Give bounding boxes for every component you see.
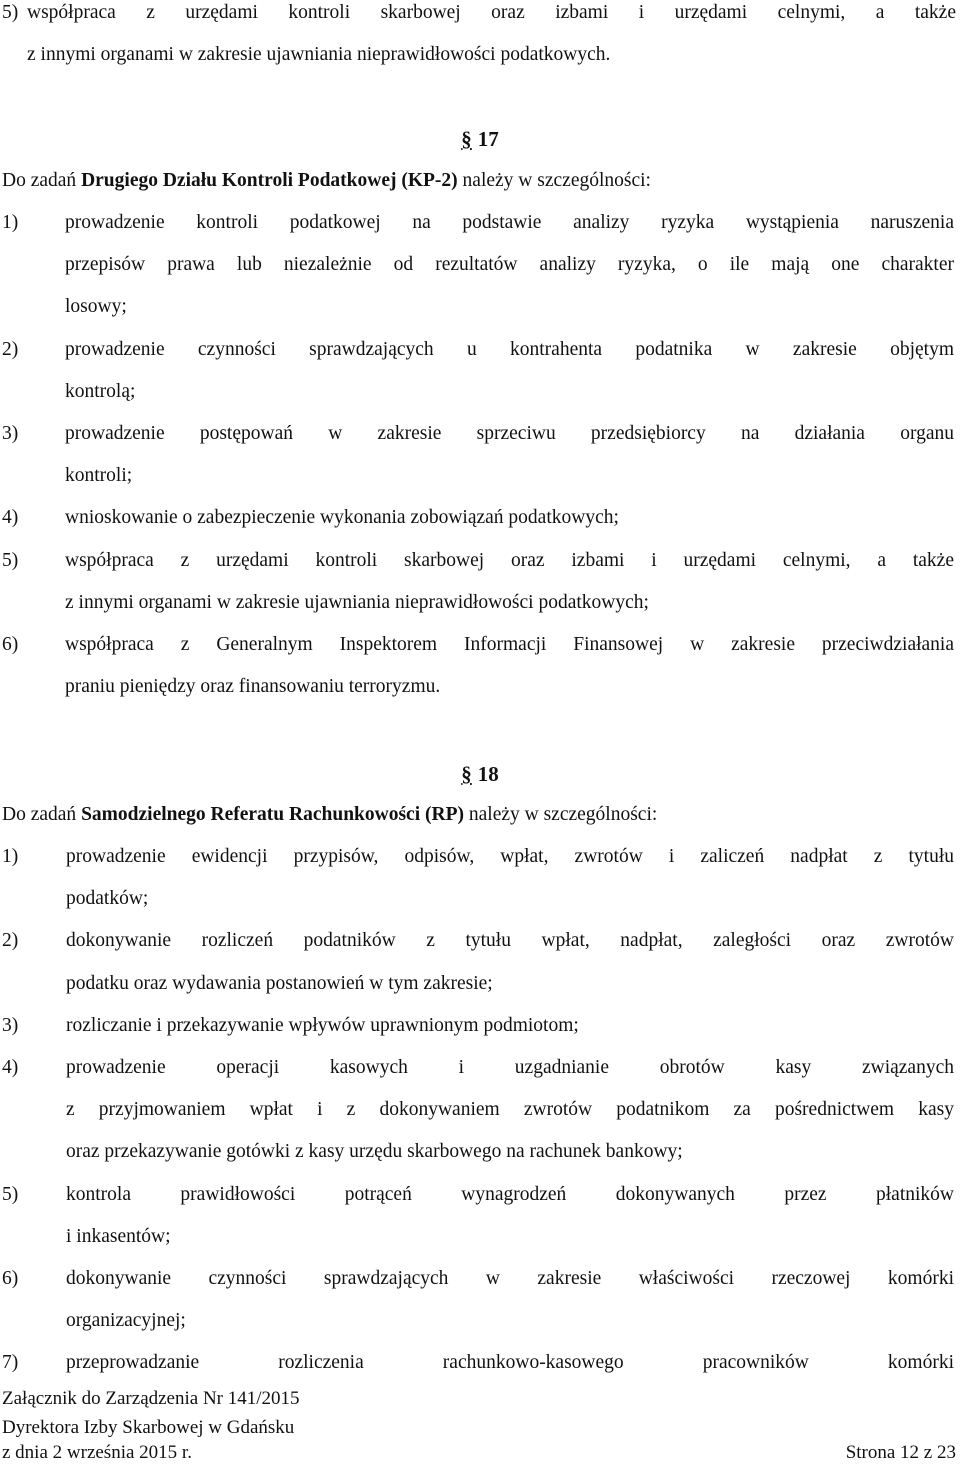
section-heading-18 (0, 762, 960, 787)
section-intro: Do zadań Drugiego Działu Kontroli Podatkowej (KP-2) należy w szczególności: (2, 170, 651, 191)
item-number: 5) (2, 1183, 19, 1205)
item-number: 2) (2, 930, 19, 952)
section-intro: Do zadań Samodzielnego Referatu Rachunkowości (RP) należy w szczególności: (2, 804, 658, 825)
item-text: kontroli; (65, 465, 133, 487)
item-text: prowadzenie operacji kasowych i uzgadnianie obrotów kasy związanych (66, 1057, 954, 1078)
item-number: 5) (2, 2, 19, 23)
item-text: przepisów prawa lub niezależnie od rezultatów analizy ryzyka, o ile mają one charakter (65, 254, 954, 276)
section-number: 17 (477, 127, 499, 151)
item-text: losowy; (65, 296, 127, 318)
item-number: 1) (2, 212, 19, 233)
item-text: kontrolą; (65, 380, 136, 402)
item-text: współpraca z Generalnym Inspektorem Informacji Finansowej w zakresie przeciwdziałania (65, 634, 954, 655)
item-number: 2) (2, 338, 19, 360)
item-text: i inkasentów; (66, 1225, 171, 1247)
item-text: prowadzenie czynności sprawdzających u kontrahenta podatnika w zakresie objętym (65, 338, 954, 360)
item-number: 3) (2, 1014, 19, 1036)
footer-date: z dnia 2 września 2015 r. (2, 1442, 192, 1463)
item-number: 3) (2, 423, 19, 444)
item-text: podatku oraz wydawania postanowień w tym zakresie; (66, 972, 493, 994)
item-text: prowadzenie postępowań w zakresie sprzeciwu przedsiębiorcy na działania organu (65, 423, 954, 444)
item-number: 4) (2, 507, 19, 529)
item-text: kontrola prawidłowości potrąceń wynagrodzeń dokonywanych przez płatników (66, 1183, 954, 1205)
item-number: 6) (2, 634, 19, 655)
item-text: z innymi organami w zakresie ujawniania nieprawidłowości podatkowych. (27, 44, 611, 65)
item-text: wnioskowanie o zabezpieczenie wykonania zobowiązań podatkowych; (65, 507, 619, 529)
item-text: organizacyjnej; (66, 1310, 186, 1332)
item-text: oraz przekazywanie gotówki z kasy urzędu skarbowego na rachunek bankowy; (66, 1141, 683, 1163)
item-text: z przyjmowaniem wpłat i z dokonywaniem zwrotów podatnikom za pośrednictwem kasy (66, 1099, 954, 1121)
item-number: 4) (2, 1057, 19, 1078)
item-text: przeprowadzanie rozliczenia rachunkowo-kasowego pracowników komórki (66, 1352, 954, 1374)
item-number: 5) (2, 549, 19, 571)
footer-annex: Załącznik do Zarządzenia Nr 141/2015 (2, 1388, 300, 1409)
section-number: 18 (477, 762, 499, 786)
item-text: współpraca z urzędami kontroli skarbowej oraz izbami i urzędami celnymi, a także (65, 549, 954, 571)
item-text: rozliczanie i przekazywanie wpływów uprawnionym podmiotom; (66, 1014, 579, 1036)
item-number: 7) (2, 1352, 19, 1374)
item-number: 6) (2, 1268, 19, 1289)
section-sign: § (461, 127, 472, 151)
item-text: z innymi organami w zakresie ujawniania nieprawidłowości podatkowych; (65, 591, 649, 613)
item-number: 1) (2, 846, 19, 867)
item-text: prowadzenie kontroli podatkowej na podstawie analizy ryzyka wystąpienia naruszenia (65, 212, 954, 233)
item-text: dokonywanie czynności sprawdzających w zakresie właściwości rzeczowej komórki (66, 1268, 954, 1289)
section-heading-17 (0, 127, 960, 152)
item-text: dokonywanie rozliczeń podatników z tytułu wpłat, nadpłat, zaległości oraz zwrotów (66, 930, 954, 952)
page-number: Strona 12 z 23 (845, 1442, 956, 1463)
unit-name: Drugiego Działu Kontroli Podatkowej (81, 170, 397, 191)
item-text: współpraca z urzędami kontroli skarbowej oraz izbami i urzędami celnymi, a także (27, 2, 956, 23)
footer-director: Dyrektora Izby Skarbowej w Gdańsku (2, 1417, 295, 1438)
item-text: podatków; (66, 888, 149, 910)
unit-name: Samodzielnego Referatu Rachunkowości (RP) (81, 804, 464, 825)
section-sign: § (461, 762, 472, 786)
item-text: praniu pieniędzy oraz finansowaniu terroryzmu. (65, 676, 441, 698)
unit-code: (KP-2) (396, 170, 458, 191)
item-text: prowadzenie ewidencji przypisów, odpisów, wpłat, zwrotów i zaliczeń nadpłat z tytułu (66, 846, 954, 867)
